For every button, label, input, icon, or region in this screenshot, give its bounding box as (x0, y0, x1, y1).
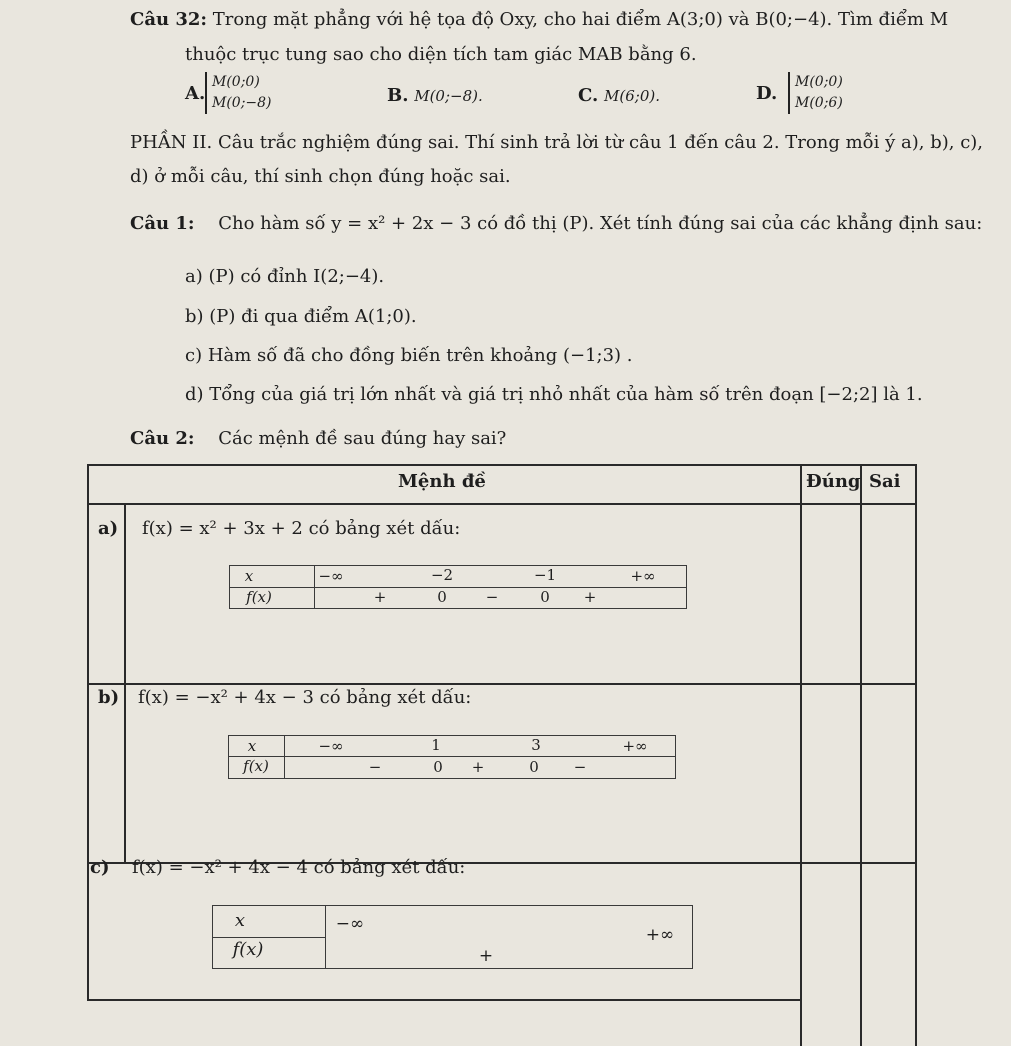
sign-a-s3: 0 (540, 588, 550, 606)
option-c: C. M(6;0). (578, 85, 660, 106)
sign-a-x0: −∞ (318, 567, 344, 585)
sign-b-x3: +∞ (622, 737, 648, 755)
q2-stem: Câu 2: Các mệnh đề sau đúng hay sai? (130, 428, 507, 449)
row-c-text: f(x) = −x² + 4x − 4 có bảng xét dấu: (132, 857, 466, 878)
sign-b-x2: 3 (531, 736, 541, 754)
q1-item-b: b) (P) đi qua điểm A(1;0). (185, 306, 417, 327)
option-a-label: A. (185, 83, 206, 104)
part2-line1: PHẦN II. Câu trắc nghiệm đúng sai. Thí sinh trả lời từ câu 1 đến câu 2. Trong mỗi ý a), b), c), (130, 132, 984, 153)
row-a-border (87, 683, 917, 685)
sign-a-x1: −2 (430, 566, 454, 584)
sign-c-x-label: x (234, 910, 246, 931)
sign-a-x2: −1 (533, 566, 557, 584)
option-d-label: D. (756, 83, 778, 104)
sign-c-x0: −∞ (335, 914, 365, 934)
part2-line2: d) ở mỗi câu, thí sinh chọn đúng hoặc sai. (130, 166, 511, 187)
table-bottom-border (87, 999, 802, 1001)
label-column-border (124, 503, 126, 863)
q32-line2: thuộc trục tung sao cho diện tích tam giác MAB bằng 6. (185, 44, 697, 65)
sign-a-s2: − (485, 588, 499, 606)
table-header-border (87, 503, 917, 505)
q1-item-d: d) Tổng của giá trị lớn nhất và giá trị nhỏ nhất của hàm số trên đoạn [−2;2] là 1. (185, 384, 923, 405)
sign-b-x1: 1 (431, 736, 441, 754)
sign-b-s0: − (368, 758, 382, 776)
sign-a-s0: + (373, 588, 387, 606)
sign-c-s0: + (478, 946, 494, 966)
q1-stem: Câu 1: Cho hàm số y = x² + 2x − 3 có đồ thị (P). Xét tính đúng sai của các khẳng định sau: (130, 213, 983, 234)
sign-b-s1: 0 (433, 758, 443, 776)
row-b-label: b) (98, 687, 120, 708)
sign-a-s1: 0 (437, 588, 447, 606)
option-b: B. M(0;−8). (387, 85, 483, 106)
sign-a-x-label: x (244, 567, 254, 585)
row-b-text: f(x) = −x² + 4x − 3 có bảng xét dấu: (138, 687, 472, 708)
sign-b-s3: 0 (529, 758, 539, 776)
sign-b-s2: + (471, 758, 485, 776)
row-c-label: c) (90, 857, 110, 878)
true-column-border (800, 464, 802, 1046)
table-top-border (87, 464, 917, 466)
option-a-system: M(0;0) M(0;−8) (205, 72, 272, 114)
row-a-label: a) (98, 518, 119, 539)
option-d-system: M(0;0) M(0;6) (788, 72, 843, 114)
q1-item-c: c) Hàm số đã cho đồng biến trên khoảng (−1;3) . (185, 345, 633, 366)
header-true: Đúng (806, 471, 861, 492)
sign-b-x-label: x (247, 737, 257, 755)
sign-a-s4: + (583, 588, 597, 606)
q32-line1: Câu 32: Trong mặt phẳng với hệ tọa độ Oxy, cho hai điểm A(3;0) và B(0;−4). Tìm điểm M (130, 9, 949, 30)
false-column-border (860, 464, 862, 1046)
row-a-text: f(x) = x² + 3x + 2 có bảng xét dấu: (142, 518, 461, 539)
sign-a-x3: +∞ (630, 567, 656, 585)
sign-b-fx-label: f(x) (243, 757, 269, 775)
q1-item-a: a) (P) có đỉnh I(2;−4). (185, 266, 385, 287)
sign-b-s4: − (573, 758, 587, 776)
sign-b-x0: −∞ (318, 737, 344, 755)
table-left-border (87, 464, 89, 1001)
table-right-border (915, 464, 917, 1046)
sign-c-x1: +∞ (645, 925, 675, 945)
header-statement: Mệnh đề (398, 471, 486, 492)
sign-c-fx-label: f(x) (232, 939, 264, 960)
header-false: Sai (869, 471, 901, 492)
sign-a-fx-label: f(x) (246, 588, 272, 606)
